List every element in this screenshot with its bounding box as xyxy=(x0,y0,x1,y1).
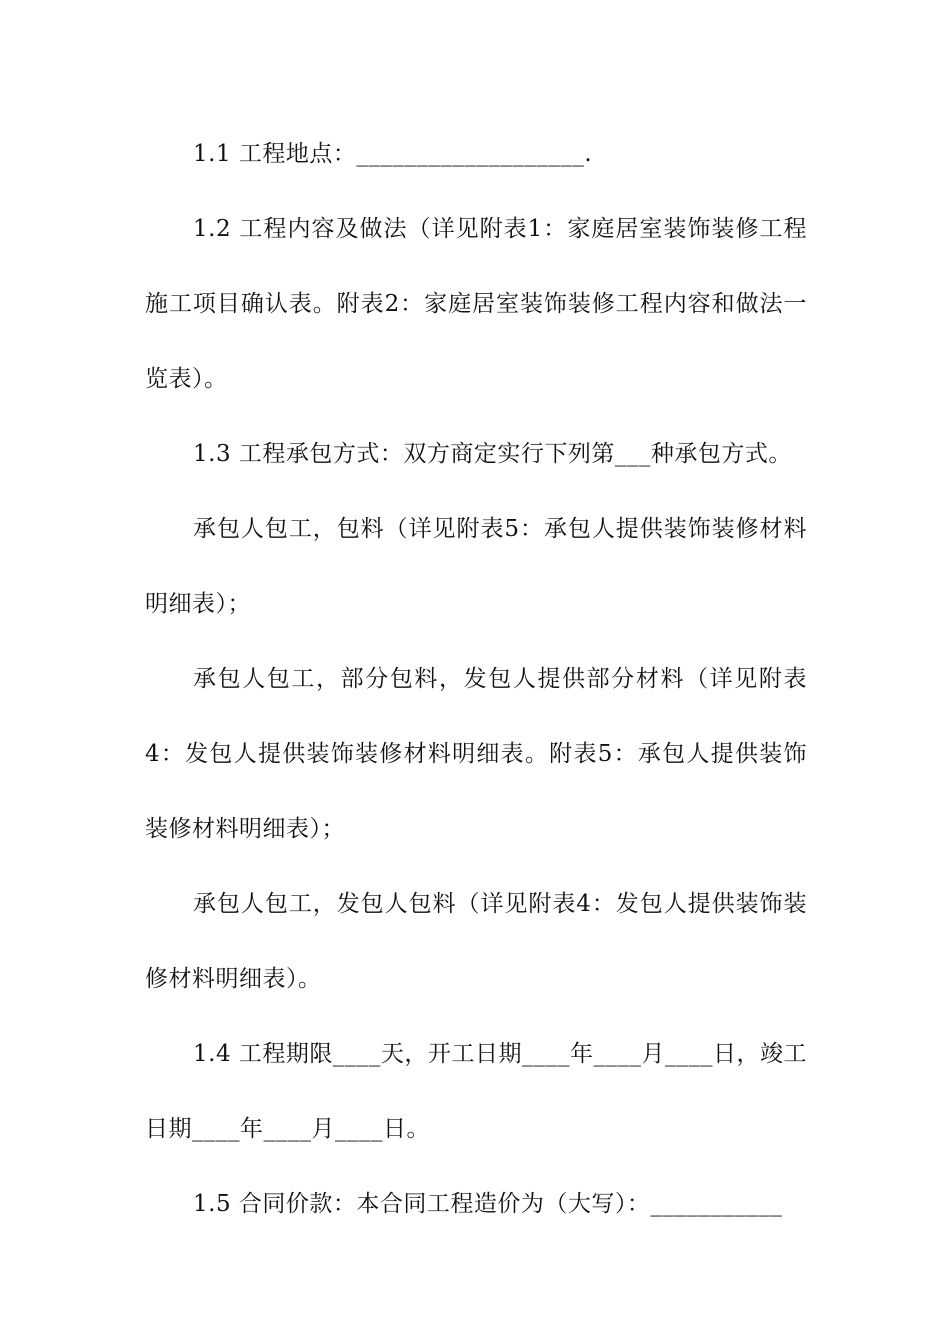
document-body xyxy=(145,117,807,1242)
option-partial-materials: 承包人包工，部分包料，发包人提供部分材料（详见附表4：发包人提供装饰装修材料明细表。附表5：承包人提供装饰装修材料明细表）； xyxy=(145,666,807,842)
option-full-contract: 承包人包工，包料（详见附表5：承包人提供装饰装修材料明细表）； xyxy=(145,516,807,617)
clause-1-5-contract-price: 1.5 合同价款：本合同工程造价为（大写）：___________ xyxy=(193,1191,783,1217)
clause-1-1-project-location: 1.1 工程地点：___________________. xyxy=(193,141,593,167)
clause-1-3-contract-method: 1.3 工程承包方式：双方商定实行下列第___种承包方式。 xyxy=(193,441,792,467)
clause-1-4-project-period: 1.4 工程期限____天，开工日期____年____月____日，竣工日期____年____月____日。 xyxy=(145,1041,807,1142)
option-client-materials: 承包人包工，发包人包料（详见附表4：发包人提供装饰装修材料明细表）。 xyxy=(145,891,807,992)
clause-1-2-project-content: 1.2 工程内容及做法（详见附表1：家庭居室装饰装修工程施工项目确认表。附表2：家庭居室装饰装修工程内容和做法一览表）。 xyxy=(145,216,807,392)
